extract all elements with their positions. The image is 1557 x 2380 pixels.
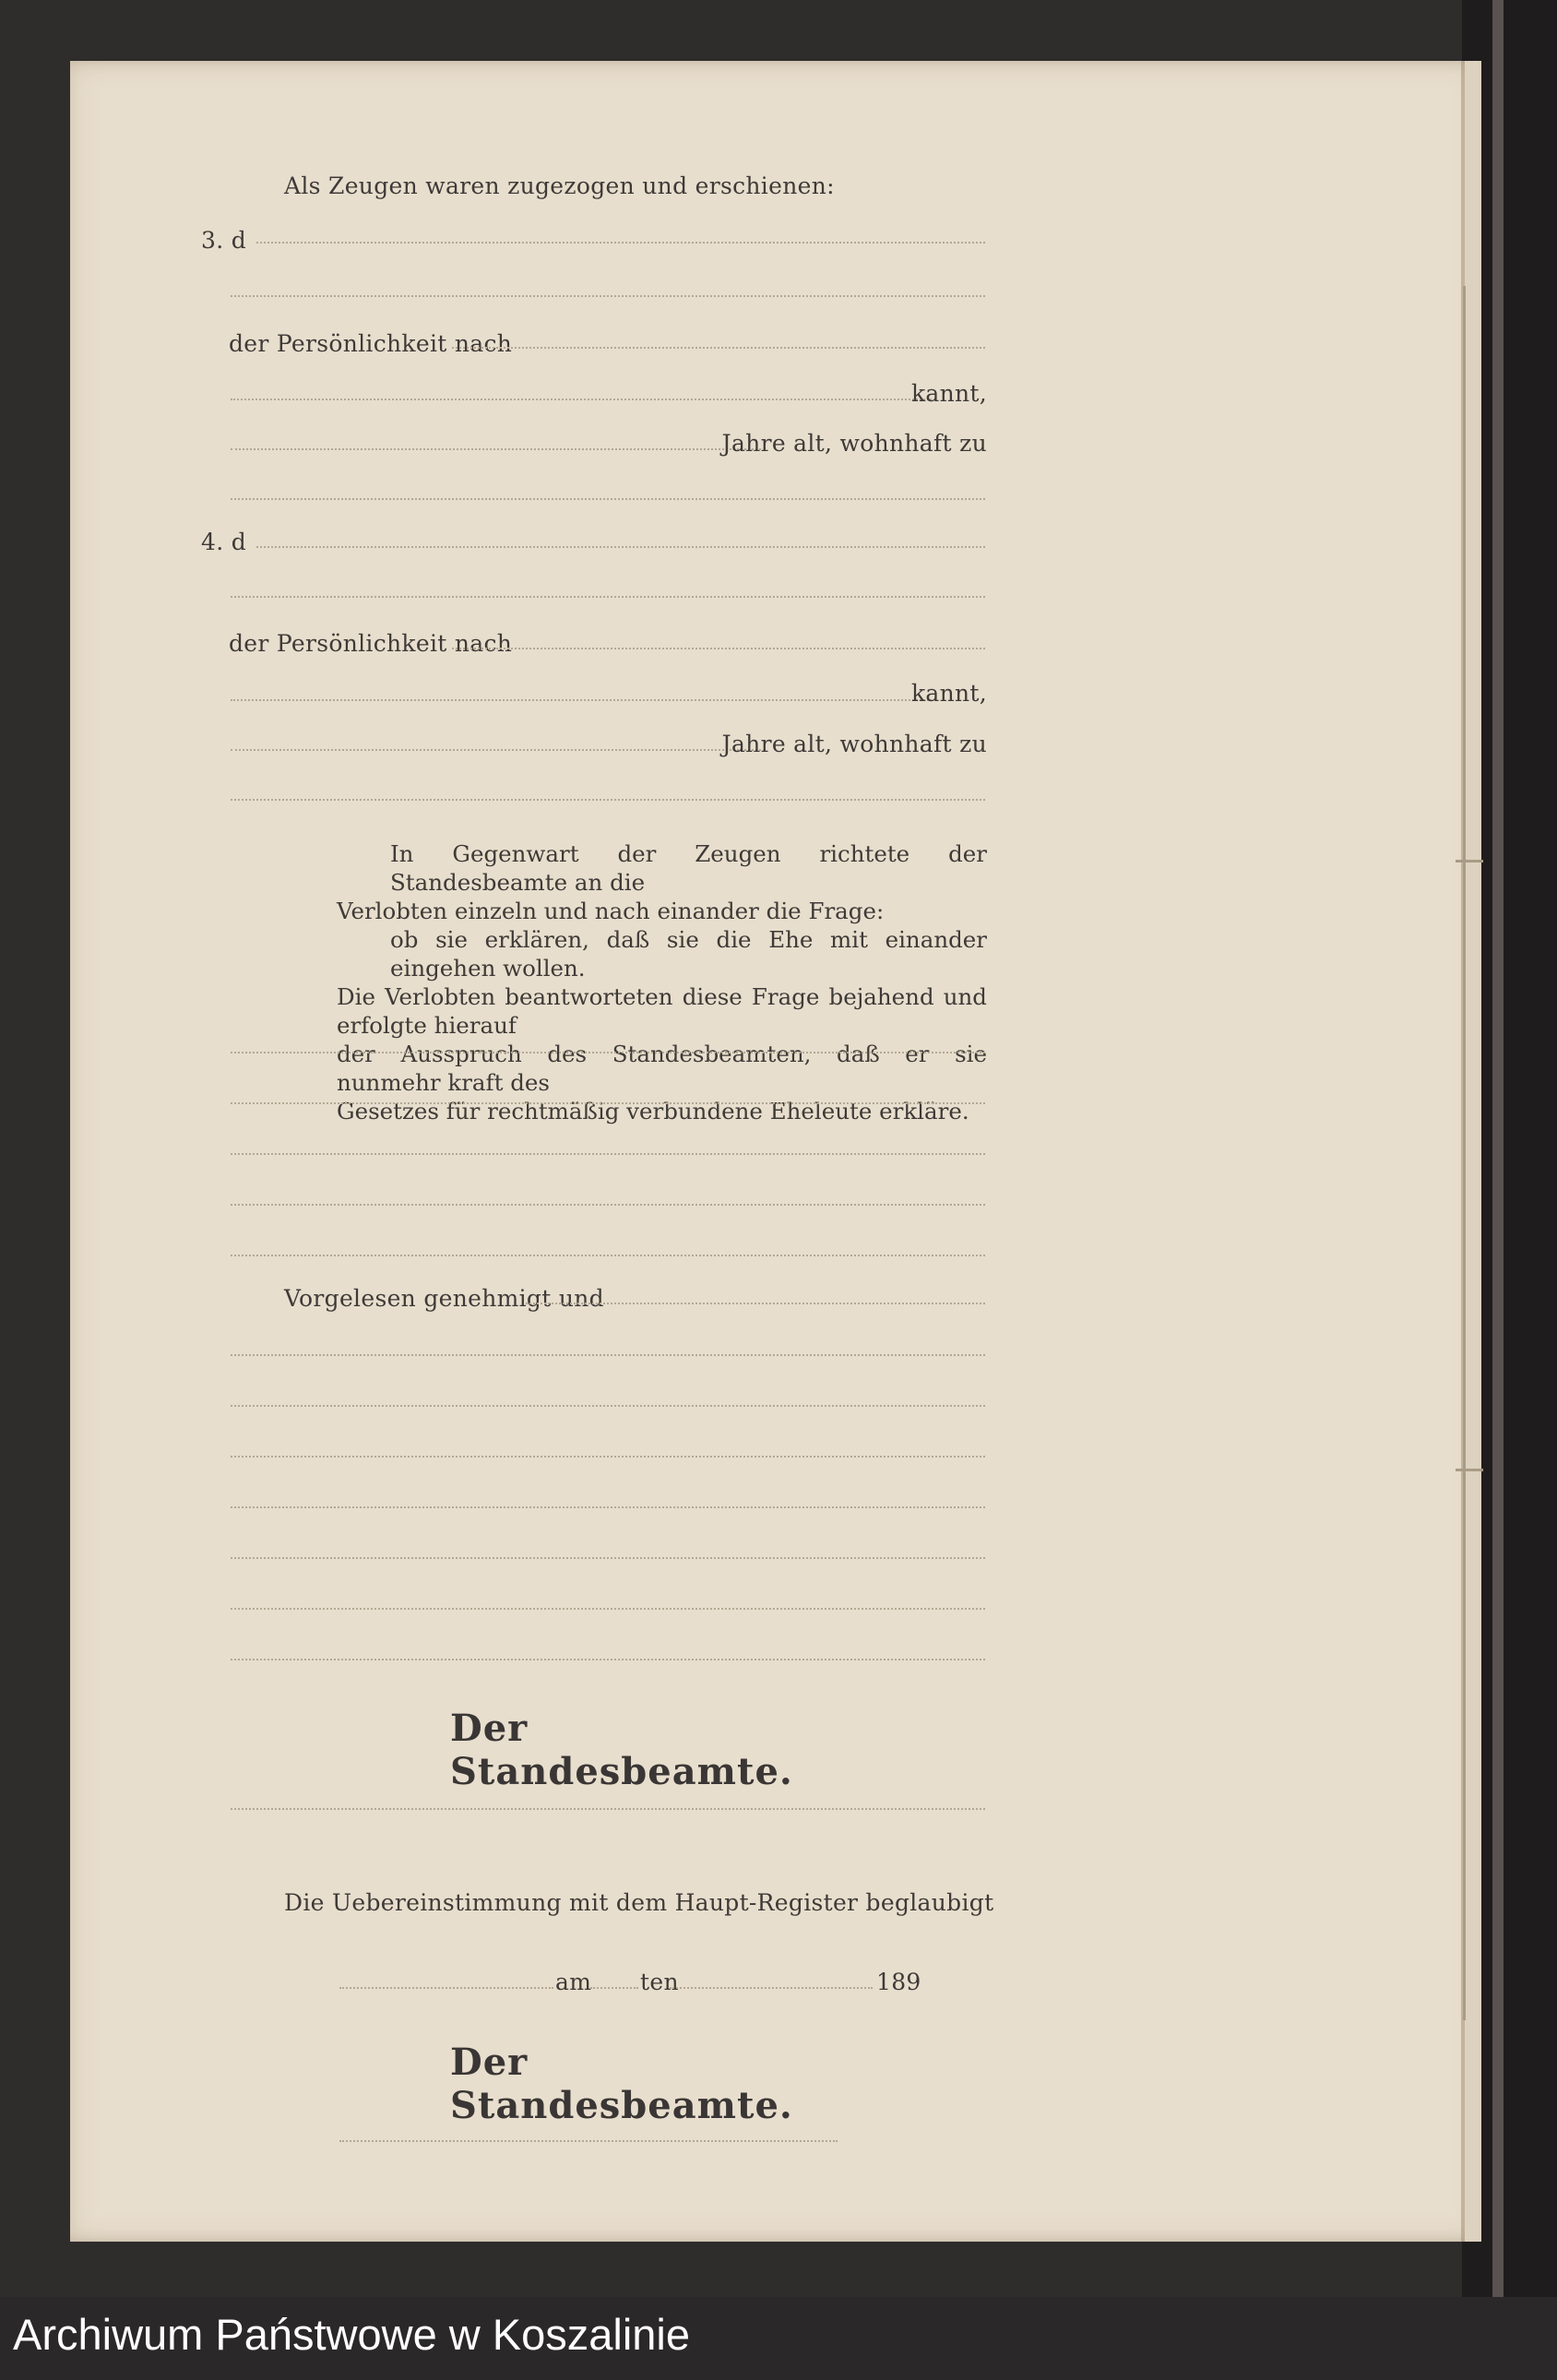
age-residence-3: Jahre alt, wohnhaft zu xyxy=(721,430,987,457)
identity-phrase-4: der Persönlichkeit nach xyxy=(229,630,513,657)
place-fill-line xyxy=(339,1987,553,1989)
archive-name: Archiwum Państwowe w Koszalinie xyxy=(13,2310,691,2359)
fill-line xyxy=(231,1557,985,1559)
known-word-4: kannt, xyxy=(910,680,987,707)
paragraph-line: Gesetzes für rechtmäßig verbundene Eheleute erkläre. xyxy=(337,1098,969,1125)
fill-line xyxy=(452,648,985,649)
binding-string xyxy=(1463,286,1466,2020)
registrar-signature-label-2: Der Standesbeamte. xyxy=(450,2041,793,2127)
fill-line xyxy=(231,1204,985,1206)
fill-line xyxy=(231,1354,985,1356)
page-right-flap xyxy=(1465,61,1481,2242)
binding-edge xyxy=(1492,0,1504,2297)
day-fill-line xyxy=(590,1987,638,1989)
fill-line xyxy=(231,1456,985,1458)
fill-line xyxy=(231,596,985,598)
known-word-3: kannt, xyxy=(910,380,987,407)
marriage-declaration-paragraph xyxy=(337,839,987,1125)
fill-line xyxy=(231,1506,985,1508)
witnesses-heading: Als Zeugen waren zugezogen und erschienen: xyxy=(284,173,835,199)
fill-line xyxy=(231,1102,985,1104)
certification-statement: Die Uebereinstimmung mit dem Haupt-Register beglaubigt xyxy=(284,1889,994,1916)
fill-line xyxy=(231,1052,985,1053)
date-am-label: am xyxy=(555,1969,592,1995)
fill-line xyxy=(231,1153,985,1155)
paragraph-line: Die Verlobten beantworteten diese Frage bejahend und erfolgte hierauf xyxy=(337,983,987,1039)
signature-line xyxy=(339,2140,838,2142)
paragraph-line: ob sie erklären, daß sie die Ehe mit einander eingehen wollen. xyxy=(390,926,987,982)
fill-line xyxy=(231,448,761,450)
fill-line xyxy=(256,242,985,244)
fill-line xyxy=(231,295,985,297)
registrar-signature-label: Der Standesbeamte. xyxy=(450,1707,793,1793)
witness-3-prefix: 3. d xyxy=(201,227,247,254)
witness-4-prefix: 4. d xyxy=(201,529,247,555)
date-ten-label: ten xyxy=(640,1969,679,1995)
fill-line xyxy=(526,1303,985,1304)
fill-line xyxy=(231,799,985,801)
month-fill-line xyxy=(670,1987,873,1989)
fill-line xyxy=(452,347,985,349)
binding-stitch xyxy=(1456,860,1483,863)
fill-line xyxy=(231,1608,985,1610)
paragraph-line: In Gegenwart der Zeugen richtete der Standesbeamte an die xyxy=(390,840,987,896)
identity-phrase-3: der Persönlichkeit nach xyxy=(229,330,513,357)
paragraph-line: der Ausspruch des Standesbeamten, daß er sie nunmehr kraft des xyxy=(337,1041,987,1096)
fill-line xyxy=(231,1659,985,1660)
fill-line xyxy=(231,1405,985,1407)
read-approved: Vorgelesen genehmigt und xyxy=(284,1285,604,1312)
year-prefix: 189 xyxy=(876,1969,921,1995)
signature-line xyxy=(231,1808,985,1810)
fill-line xyxy=(231,498,985,500)
binding-stitch xyxy=(1456,1469,1483,1471)
paragraph-line: Verlobten einzeln und nach einander die Frage: xyxy=(337,898,885,924)
fill-line xyxy=(256,546,985,548)
fill-line xyxy=(231,1255,985,1256)
fill-line xyxy=(231,749,761,751)
age-residence-4: Jahre alt, wohnhaft zu xyxy=(721,731,987,757)
